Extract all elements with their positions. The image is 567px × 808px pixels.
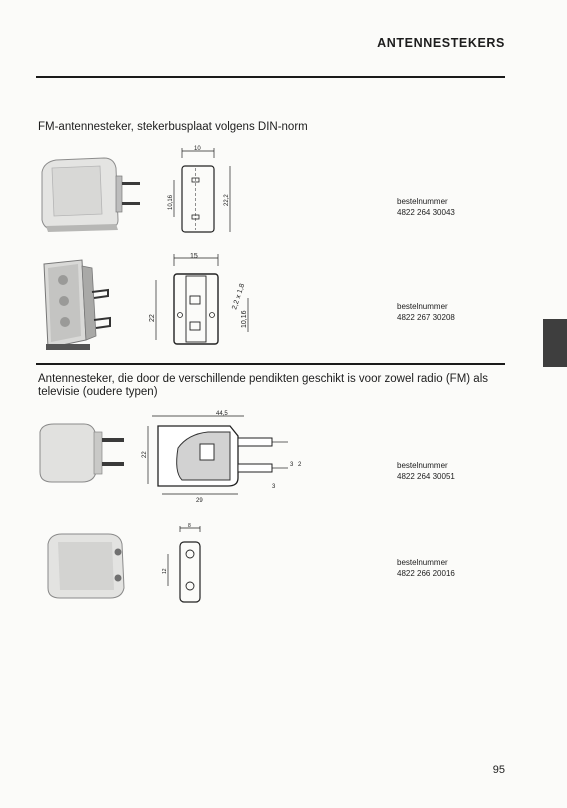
page-title: ANTENNESTEKERS [377, 36, 505, 50]
order-label: bestelnummer [397, 461, 448, 470]
socket-plate-drawing [138, 250, 274, 358]
dim-pin-b-label: 2 [298, 462, 302, 468]
dim-pin-label: 2,2 x 1,8 [231, 282, 247, 311]
order-number: 4822 267 30208 [397, 313, 455, 322]
socket-drawing [160, 520, 220, 606]
dim-pin-a-label: 3 [290, 462, 294, 468]
dim-height-left-label: 22 [149, 314, 156, 322]
dim-height-right-label: 22,2 [224, 194, 230, 206]
order-label: bestelnummer [397, 302, 448, 311]
dim-height-left-label: 10,16 [168, 194, 174, 210]
universal-plug-photo [36, 420, 126, 486]
dim-width-label: 8 [188, 523, 191, 529]
order-label: bestelnummer [397, 558, 448, 567]
order-block-3 [397, 460, 455, 482]
section-1-heading: FM-antennesteker, stekerbusplaat volgens DIN-norm [38, 121, 308, 133]
socket-photo [42, 530, 132, 602]
section-2-heading: Antennesteker, die door de verschillende pendikten geschikt is voor zowel radio (FM) als televisie (oudere typen) [38, 373, 489, 398]
order-block-1 [397, 196, 455, 218]
dim-width-label: 15 [190, 253, 198, 260]
header-rule [36, 76, 505, 78]
thumb-index-tab [543, 319, 567, 367]
fm-plug-photo [38, 154, 144, 234]
dim-height-label: 22 [142, 451, 148, 458]
universal-plug-drawing [138, 408, 306, 504]
fm-plug-drawing [164, 144, 244, 242]
order-block-4 [397, 557, 455, 579]
dim-length-label: 44,5 [216, 411, 228, 417]
page-number: 95 [492, 764, 505, 776]
socket-plate-photo [38, 256, 128, 356]
section-rule [36, 363, 505, 365]
dim-pin-c-label: 3 [272, 484, 276, 490]
order-block-2 [397, 301, 455, 323]
dim-spacing-label: 10,16 [241, 310, 248, 328]
order-number: 4822 264 30051 [397, 472, 455, 481]
order-label: bestelnummer [397, 197, 448, 206]
dim-height-label: 12 [162, 568, 168, 574]
dim-base-label: 29 [196, 498, 203, 504]
dim-width-label: 10 [194, 146, 201, 152]
order-number: 4822 264 30043 [397, 208, 455, 217]
order-number: 4822 266 20016 [397, 569, 455, 578]
